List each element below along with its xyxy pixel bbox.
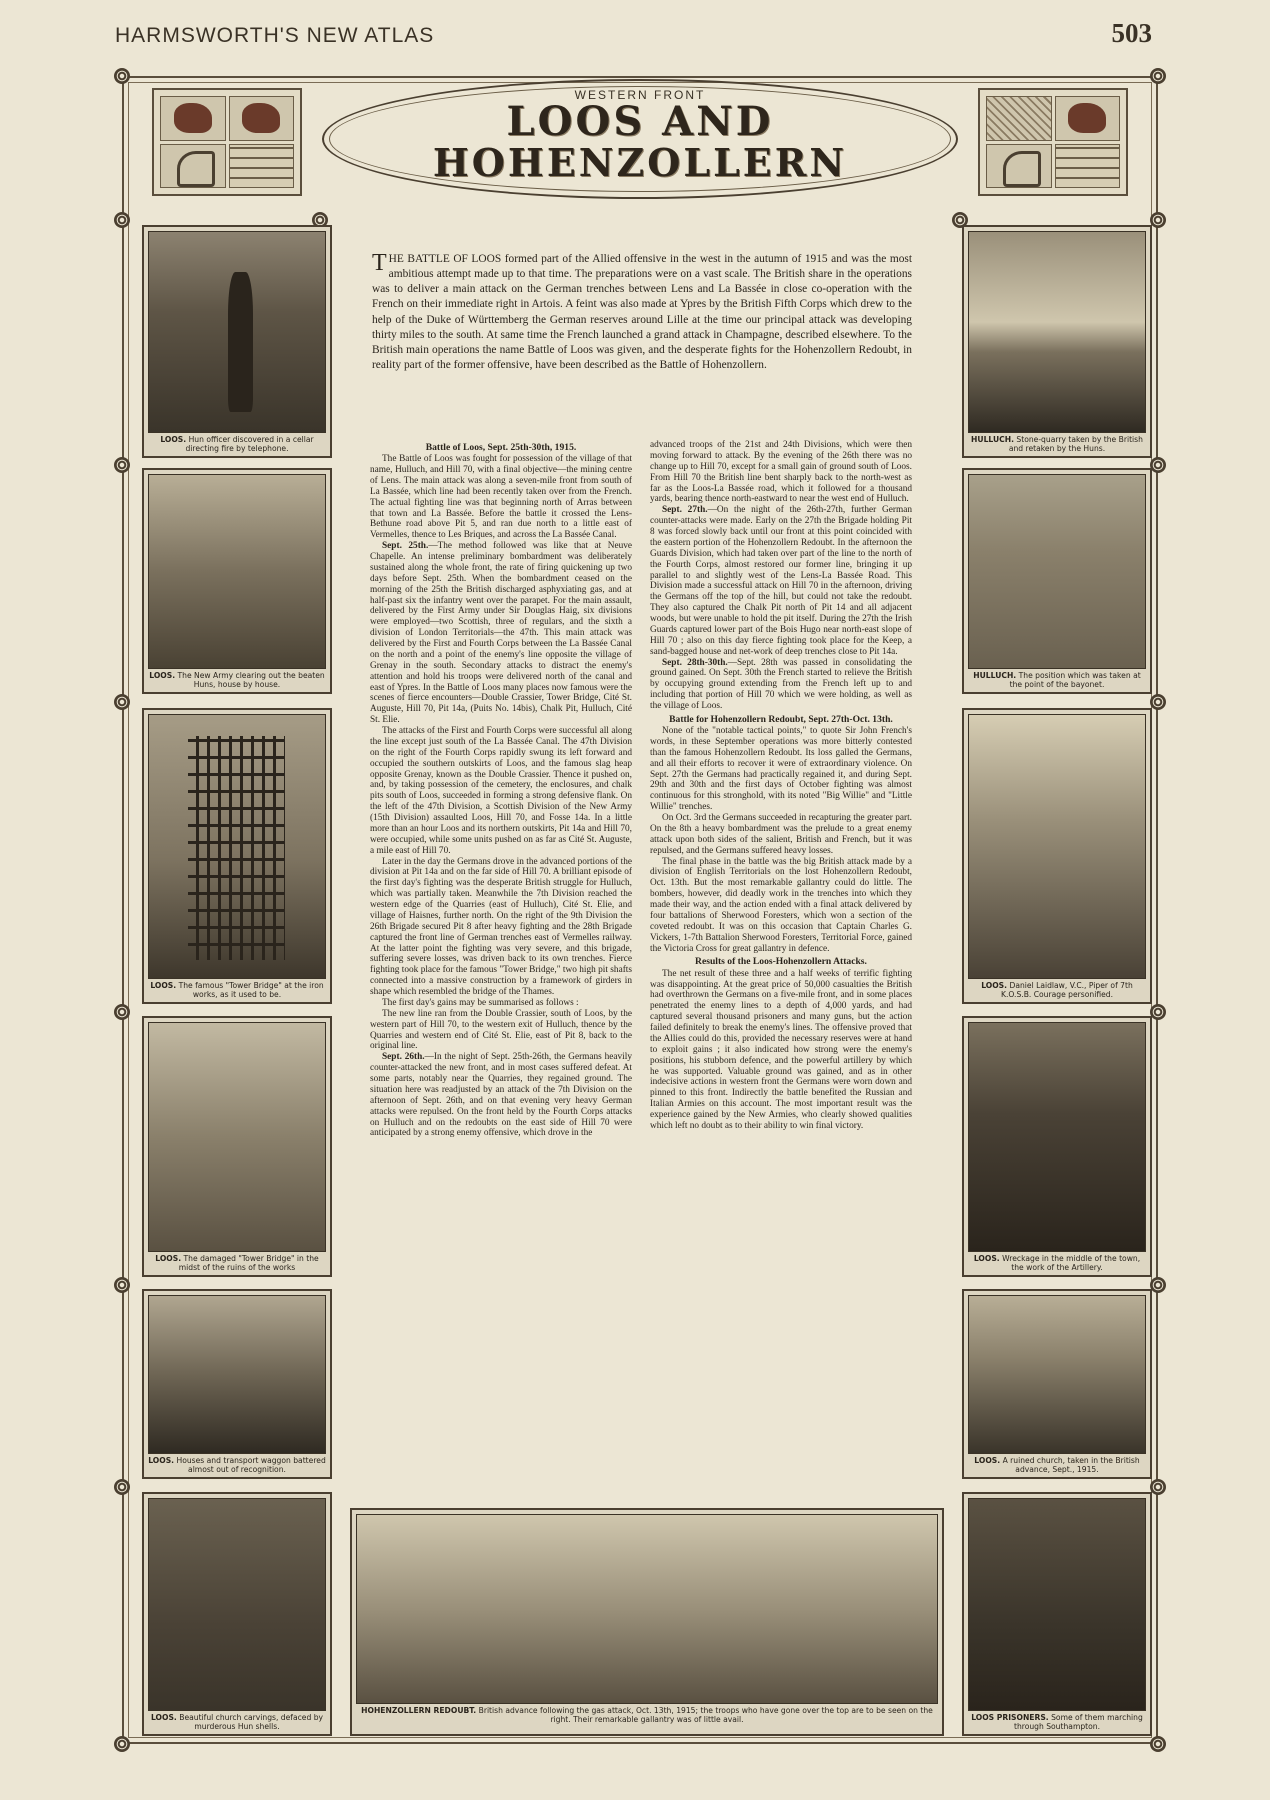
photo-caption: LOOS. Houses and transport waggon battered almost out of recognition. [148,1456,326,1474]
photo-caption: LOOS PRISONERS. Some of them marching through Southampton. [971,1713,1143,1731]
royal-arms-crest-left [152,88,302,196]
rosette-ornament [114,212,130,228]
photo-caption: LOOS. Wreckage in the middle of the town, the work of the Artillery. [973,1254,1141,1272]
photo-image [148,1498,326,1711]
photo-image [968,1022,1146,1252]
photo-caption: HOHENZOLLERN REDOUBT. British advance following the gas attack, Oct. 13th, 1915; the troops who have gone over the top are to be seen on the right. Their remarkable gallantry was of little avail. [361,1706,933,1724]
photo-panel [962,708,1152,1004]
rosette-ornament [1150,1277,1166,1293]
photo-panel [962,1016,1152,1277]
photo-caption: LOOS. Beautiful church carvings, defaced by murderous Hun shells. [150,1713,324,1731]
intro-paragraph [372,252,912,373]
photo-caption: LOOS. The damaged "Tower Bridge" in the midst of the ruins of the works [155,1254,319,1272]
photo-image [148,231,326,433]
photo-image [148,474,326,669]
photo-caption: LOOS. The New Army clearing out the beaten Huns, house by house. [149,671,325,689]
body-paragraph: The attacks of the First and Fourth Corps were successful all along the line except just south of the La Bassée Canal. The 47th Division on the right of the Fourth Corps rapidly swung its left forward and occupied the southern outskirts of Loos, and the famous slag heap opposite Grenay, known as the Double Crassier. Thence it pushed on, and, by taking possession of the cemetery, the enclosures, and chalk pits south of Loos, succeeded in forming a strong defensive flank. On the left of the 47th Division, a Scottish Division of the New Army (15th Division) assaulted Loos, Hill 70, and Fosse 14a. In a little more than an hour Loos and its northern outskirts, Pit 14a and Hill 70, were occupied, while some units pushed on as far as Cité St. Auguste, a mile east of Hill 70. [370,726,632,856]
harp-quarter-icon [160,144,226,189]
photo-caption: LOOS. Hun officer discovered in a cellar directing fire by telephone. [160,435,314,453]
photo-image [148,714,326,979]
rosette-ornament [1150,1479,1166,1495]
rosette-ornament [114,68,130,84]
drop-cap: T [372,250,387,276]
article-column-2 [650,440,912,1132]
photo-caption: LOOS. A ruined church, taken in the British advance, Sept., 1915. [974,1456,1140,1474]
rosette-ornament [114,694,130,710]
photo-caption: HULLUCH. The position which was taken at the point of the bayonet. [973,671,1141,689]
section-heading: Results of the Loos-Hohenzollern Attacks. [695,956,867,968]
photo-image [968,231,1146,433]
rosette-ornament [114,457,130,473]
rosette-ornament [1150,68,1166,84]
rosette-ornament [1150,1736,1166,1752]
photo-image [968,474,1146,669]
section-heading: Battle of Loos, Sept. 25th-30th, 1915. [425,442,577,453]
title-line-2: HOHENZOLLERN [432,140,848,185]
ornament-quarter-icon [986,96,1052,141]
body-paragraph: The Battle of Loos was fought for possession of the village of that name, Hulluch, and Hill 70, with a final objective—the mining centre of Lens. The main attack was along a seven-mile front from south of La Bassée, which line had been recently taken over from the French. The actual fighting line was that beginning north of Arras between that town and La Bassée. Before the battle it crossed the Lens-Bethune road above Pit 5, and ran due north to a little east of Vermelles, thence to Les Briques, and across the La Bassée Canal. [370,454,632,541]
photo-image [968,1498,1146,1711]
photo-panel [962,1492,1152,1736]
body-paragraph: Sept. 25th.—The method followed was like that at Neuve Chapelle. An intense preliminary bombardment was deliberately sustained along the whole front, the rate of firing quickening up two days before Sept. 25th. When the bombardment ceased on the morning of the 25th the British discharged asphyxiating gas, and at half-past six the infantry went over the parapet. For the main assault, delivered by the First Army under Sir Douglas Haig, six divisions were employed—two Scottish, three of regulars, and the sixth a division of London Territorials—the 47th. This main attack was delivered by the First and Fourth Corps between the La Bassée Canal on the north and a point of the enemy's line opposite the village of Grenay in the south. Secondary attacks to distract the enemy's attention and hold his troops were delivered north of the canal and east of Ypres. In the Battle of Loos many places now famous were the scenes of fierce encounters—Double Crassier, Tower Bridge, Cité St. Auguste, Hill 70, Pit 14a, (Puits No. 14bis), Chalk Pit, Hulluch, Cité St. Elie. [370,541,632,726]
body-paragraph: Sept. 26th.—In the night of Sept. 25th-26th, the Germans heavily counter-attacked the new front, and in most cases suffered defeat. At some parts, notably near the Quarries, they regained ground. The situation here was readjusted by an attack of the 7th Division on the afternoon of Sept. 26th, and on that evening very heavy German attacks were repulsed. On the front held by the Fourth Corps attacks on Hulluch and on the redoubts on the east side of Hill 70 were anticipated by a strong enemy offensive, which drove in the [370,1052,632,1139]
body-paragraph: None of the "notable tactical points," to quote Sir John French's words, in these September operations was more bitterly contested than the famous Hohenzollern Redoubt. Its loss galled the Germans, and all their efforts to recover it were of extraordinary violence. On Sept. 27th the Germans had practically regained it, and during Sept. 29th and 30th and the first days of October fighting was almost continuous for this stronghold, with its noted "Big Willie" and "Little Willie" trenches. [650,726,912,813]
lion-quarter-icon [160,96,226,141]
photo-panel [962,1289,1152,1479]
rosette-ornament [114,1004,130,1020]
rosette-ornament [1150,457,1166,473]
photo-image [968,714,1146,979]
photo-caption: LOOS. The famous "Tower Bridge" at the iron works, as it used to be. [150,981,324,999]
running-head [115,18,1152,48]
body-paragraph: On Oct. 3rd the Germans succeeded in recapturing the greater part. On the 8th a heavy bombardment was the prelude to a great enemy attack upon both sides of the salient, British and French, but it was repulsed, and the Germans suffered heavy losses. [650,813,912,856]
section-heading: Battle for Hohenzollern Redoubt, Sept. 27th-Oct. 13th. [669,713,893,725]
photo-caption: HULLUCH. Stone-quarry taken by the British and retaken by the Huns. [971,435,1143,453]
photo-image [148,1022,326,1252]
page-number: 503 [1111,18,1152,48]
article-column-1 [370,440,632,1139]
body-paragraph: The final phase in the battle was the big British attack made by a division of English Territorials on the lost Hohenzollern Redoubt, Oct. 13th. But the most remarkable gallantry could do little. The bombers, however, did deadly work in the trenches into which they made their way, and the action ended with a final attack delivered by four battalions of Sherwood Foresters, which won a section of the coveted redoubt. It was on this occasion that Captain Charles G. Vickers, 1-7th Battalion Sherwood Foresters, Territorial Force, gained the Victoria Cross for great gallantry in defence. [650,856,912,954]
body-paragraph: The first day's gains may be summarised as follows : [382,997,579,1008]
section-kicker: WESTERN FRONT [574,88,706,102]
photo-panel [142,225,332,458]
royal-arms-crest-right [978,88,1128,196]
publication-title: HARMSWORTH'S NEW ATLAS [115,24,435,47]
body-paragraph: Sept. 28th-30th.—Sept. 28th was passed in consolidating the ground gained. On Sept. 30th the French started to relieve the British by occupying ground extending from the French left up to and including that portion of Hill 70 which we were holding, as well as the village of Loos. [650,657,912,711]
intro-text: HE BATTLE OF LOOS formed part of the Allied offensive in the west in the autumn of 1915 and was the most ambitious attempt made up to that time. The preparations were on a vast scale. The British share in the operations was to deliver a main attack on the German trenches between Lens and La Bassée in close co-operation with the French on their immediate right in Artois. A feint was also made at Ypres by the British Fifth Corps which drew to the help of the Duke of Württemberg the German reserves around Lille at the time our principal attack was developing thirty miles to the south. At same time the French launched a grand attack in Champagne, described elsewhere. To the British main operations the name Battle of Loos was given, and the desperate fights for the Hohenzollern Redoubt, in reality part of the former offensive, have been described as the Battle of Hohenzollern. [372,253,912,372]
body-paragraph: Sept. 27th.—On the night of the 26th-27th, further German counter-attacks were made. Early on the 27th the Brigade holding Pit 8 was forced slowly back until our front at this point coincided with the eastern portion of the Hohenzollern Redoubt. In the afternoon the Guards Division, which had taken over part of the line to the north of the Fourth Corps, almost restored our former line, bringing it up parallel to and slightly west of the Lens-La Bassée Road. This Division made a successful attack on Hill 70 in the afternoon, driving the Germans off the top of the hill, but could not take the redoubt. They also captured the Chalk Pit north of Pit 14 and all adjacent woods, but were unable to hold the pit itself. During the 27th the Irish Guards captured lower part of the Bois Hugo near north-east slope of Hill 70 ; also on this day fierce fighting took place for the Keep, a sand-bagged house and net-work of deep trenches close to Pit 14a. [650,505,912,657]
photo-image [968,1295,1146,1454]
photo-image [148,1295,326,1454]
lions-passant-quarter-icon [1055,144,1121,189]
rosette-ornament [1150,212,1166,228]
photo-image [356,1514,938,1704]
photo-panel-wide [350,1508,944,1736]
lions-passant-quarter-icon [229,144,295,189]
lion-quarter-icon [1055,96,1121,141]
rosette-ornament [114,1736,130,1752]
harp-quarter-icon [986,144,1052,189]
photo-panel [142,708,332,1004]
rosette-ornament [114,1479,130,1495]
photo-caption: LOOS. Daniel Laidlaw, V.C., Piper of 7th K.O.S.B. Courage personified. [981,981,1133,999]
photo-panel [962,225,1152,458]
photo-panel [142,1492,332,1736]
rosette-ornament [114,1277,130,1293]
body-paragraph: advanced troops of the 21st and 24th Divisions, which were then moving forward to attack. By the evening of the 26th there was no change up to Hill 70, except for a small gain of ground south of Loos. From Hill 70 the British line bent sharply back to the north-west as far as the Loos-La Bassée road, which it followed for a thousand yards, bearing thence north-eastward to near the west end of Hulluch. [650,440,912,505]
photo-panel [142,1289,332,1479]
rosette-ornament [1150,1004,1166,1020]
body-paragraph: The net result of these three and a half weeks of terrific fighting was disappointing. At the great price of 50,000 casualties the British had overthrown the Germans on a five-mile front, and in some places penetrated the enemy lines to a depth of 4,000 yards, and had captured several thousand prisoners and many guns, but the action failed definitely to break the enemy's lines. The offensive proved that the Allies could do this, provided the necessary reserves were at hand to exploit gains ; it also indicated how strong were the enemy's positions, his stubborn defence, and the powerful artillery by which he was supported. Valuable ground was gained, and as in other indecisive actions in western front the Germans were worn down and pinned to this front. Indirectly the battle benefited the Russian and Italian Armies on this account. The most important result was the experience gained by the New Armies, who clearly showed qualities which left no doubt as to their ability to win final victory. [650,968,912,1131]
body-paragraph: The new line ran from the Double Crassier, south of Loos, by the western part of Hill 70, to the western exit of Hulluch, thence by the Quarries and western end of Cité St. Elie, east of Pit 8, back to the original line. [370,1008,632,1052]
title-line-1: LOOS AND [506,98,774,145]
title-cartouche [322,79,958,199]
rosette-ornament [1150,694,1166,710]
photo-panel [142,1016,332,1277]
body-paragraph: Later in the day the Germans drove in the advanced portions of the division at Pit 14a and on the far side of Hill 70. A brilliant episode of the first day's fighting was the desperate British struggle for Hulluch, which was partially taken. Meanwhile the 7th Division reached the western edge of the Quarries (east of Hulluch), Cité St. Elie, and village of Haisnes, further north. On the right of the 9th Division the 26th Brigade secured Pit 8 after heavy fighting and the 28th Brigade captured the front line of German trenches east of Vermelles railway. At the latter point the fighting was very severe, and this brigade, suffering severe losses, was driven back to its own trenches. Fierce fighting took place for the famous "Tower Bridge," two high pit shafts connected into a massive construction by a framework of girders in shape which resembled the bridge of the Thames. [370,856,632,998]
photo-panel [962,468,1152,694]
lion-quarter-icon [229,96,295,141]
photo-panel [142,468,332,694]
